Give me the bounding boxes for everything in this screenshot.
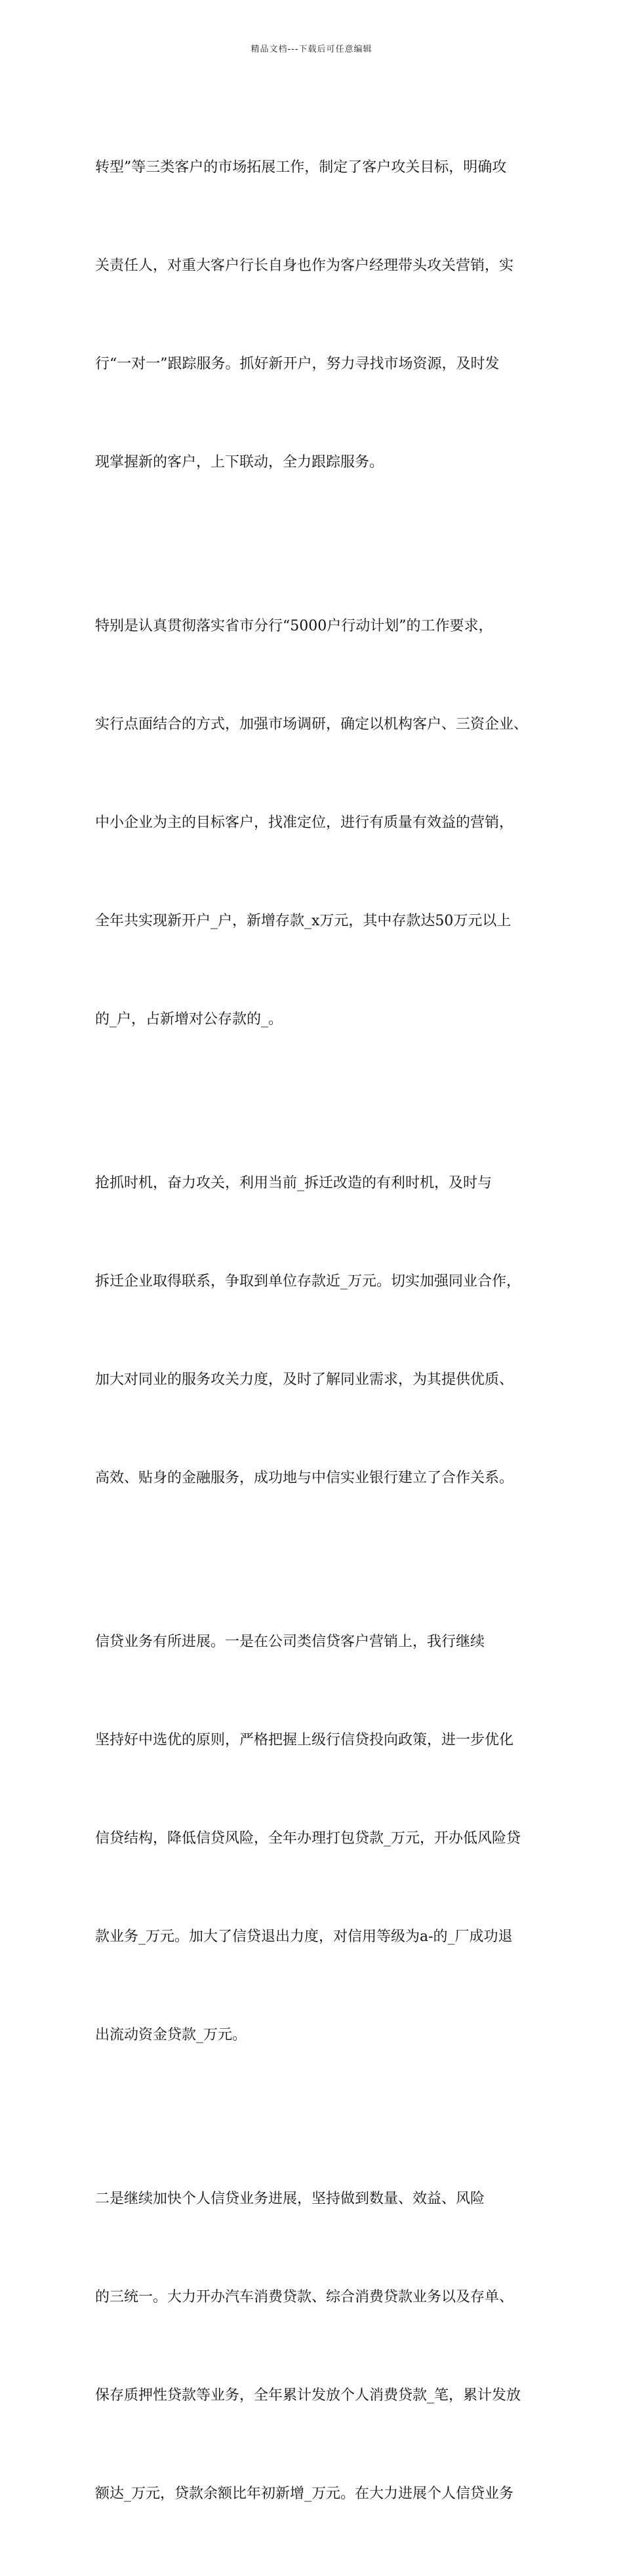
text-line: 的_户，占新增对公存款的_。 bbox=[95, 1011, 283, 1028]
text-line: 出流动资金贷款_万元。 bbox=[95, 2027, 247, 2043]
text-line: 拆迁企业取得联系，争取到单位存款近_万元。切实加强同业合作， bbox=[95, 1273, 521, 1290]
text-line: 实行点面结合的方式，加强市场调研，确定以机构客户、三资企业、 bbox=[95, 716, 529, 733]
text-line: 现掌握新的客户，上下联动，全力跟踪服务。 bbox=[95, 454, 384, 471]
text-line: 信贷业务有所进展。一是在公司类信贷客户营销上，我行继续 bbox=[95, 1634, 485, 1650]
text-line: 款业务_万元。加大了信贷退出力度，对信用等级为a-的_厂成功退 bbox=[95, 1929, 513, 1945]
document-body bbox=[95, 86, 531, 2576]
paragraph-3 bbox=[95, 1102, 531, 1560]
text-line: 全年共实现新开户_户，新增存款_x万元，其中存款达50万元以上 bbox=[95, 913, 512, 929]
text-line: 额达_万元，贷款余额比年初新增_万元。在大力进展个人信贷业务 bbox=[95, 2486, 514, 2502]
paragraph-1 bbox=[95, 86, 531, 545]
text-line: 保存质押性贷款等业务，全年累计发放个人消费贷款_笔，累计发放 bbox=[95, 2387, 521, 2404]
text-line: 的三统一。大力开办汽车消费贷款、综合消费贷款业务以及存单、 bbox=[95, 2289, 514, 2305]
text-line: 抢抓时机，奋力攻关，利用当前_拆迁改造的有利时机，及时与 bbox=[95, 1175, 492, 1191]
text-line: 坚持好中选优的原则，严格把握上级行信贷投向政策，进一步优化 bbox=[95, 1732, 514, 1748]
text-line: 二是继续加快个人信贷业务进展，坚持做到数量、效益、风险 bbox=[95, 2191, 485, 2207]
text-line: 高效、贴身的金融服务，成功地与中信实业银行建立了合作关系。 bbox=[95, 1470, 514, 1486]
text-line: 信贷结构，降低信贷风险，全年办理打包贷款_万元，开办低风险贷 bbox=[95, 1830, 521, 1847]
text-line: 中小企业为主的目标客户，找准定位，进行有质量有效益的营销， bbox=[95, 815, 514, 831]
page-header: 精品文档---下载后可任意编辑 bbox=[251, 45, 372, 54]
paragraph-2 bbox=[95, 545, 531, 1102]
text-line: 加大对同业的服务攻关力度，及时了解同业需求，为其提供优质、 bbox=[95, 1372, 514, 1388]
text-line: 转型”等三类客户的市场拓展工作，制定了客户攻关目标，明确攻 bbox=[95, 159, 507, 176]
text-line: 关责任人，对重大客户行长自身也作为客户经理带头攻关营销，实 bbox=[95, 258, 514, 274]
text-line: 行“一对一”跟踪服务。抓好新开户，努力寻找市场资源，及时发 bbox=[95, 356, 500, 372]
text-line: 特别是认真贯彻落实省市分行“5000户行动计划”的工作要求， bbox=[95, 618, 493, 634]
paragraph-5 bbox=[95, 2117, 531, 2576]
paragraph-4 bbox=[95, 1560, 531, 2117]
